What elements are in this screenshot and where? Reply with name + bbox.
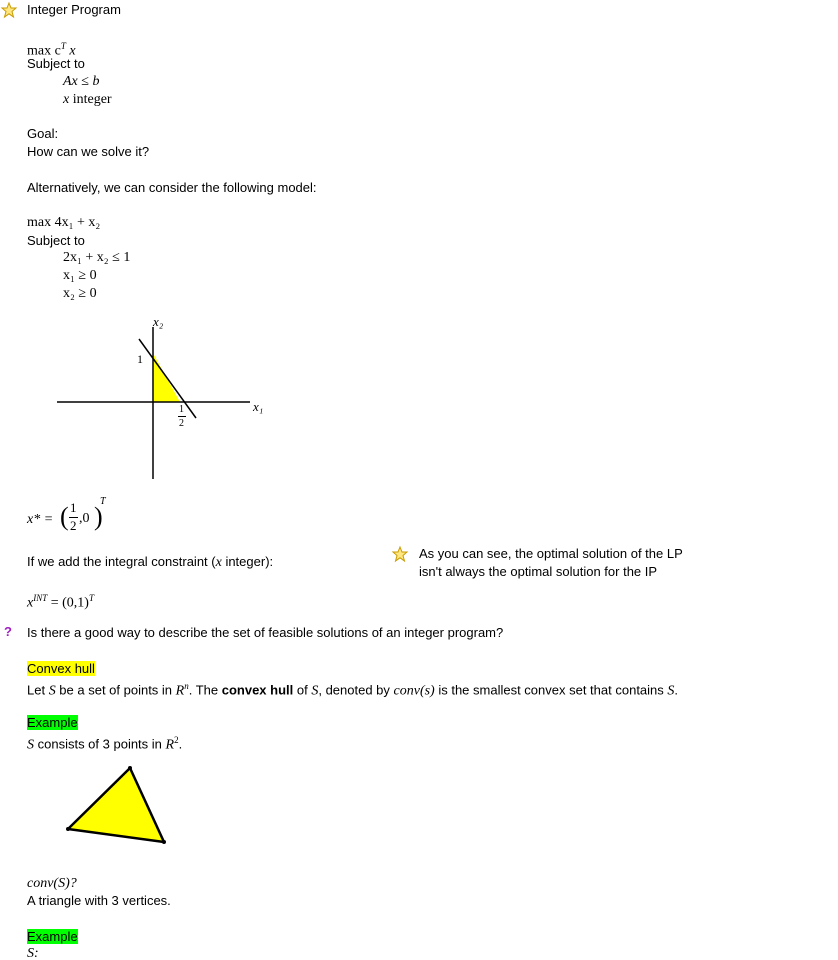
example-1-text: S consists of 3 points in $R^2$.	[27, 735, 183, 753]
question-mark-icon: ?	[4, 624, 12, 639]
int-solution: $x^{INT} = (0,1)^T$	[27, 593, 94, 611]
side-note-line-1: As you can see, the optimal solution of the LP	[419, 546, 683, 561]
convex-hull-definition: Let S be a set of points in $R^n$. The convex hull of S, denoted by conv(s) is the smallest convex set that contains S.	[27, 681, 679, 699]
y-axis-label: x₂	[153, 314, 164, 329]
ip-constraint-1: Ax ≤ b	[63, 74, 100, 89]
solution-frac-den: 2	[70, 518, 77, 533]
page-title: Integer Program	[27, 2, 121, 17]
solution-lhs: x* =	[27, 512, 54, 527]
ip-constraint-2: x integer	[63, 92, 112, 107]
conv-answer: A triangle with 3 vertices.	[27, 893, 171, 908]
lp-subject-to: Subject to	[27, 233, 85, 248]
lp-constraint-1: 2x₁ + x₂ ≤ 1	[63, 250, 131, 265]
solution-close-paren: )	[94, 502, 103, 531]
x-intercept-denominator: 2	[179, 418, 184, 429]
ip-subject-to: Subject to	[27, 56, 85, 71]
feasible-set-question: Is there a good way to describe the set of feasible solutions of an integer program?	[27, 625, 504, 640]
triangle-fill	[68, 768, 164, 842]
example-1-heading: Example	[27, 715, 78, 730]
x-intercept-numerator: 1	[179, 404, 184, 415]
goal-question: How can we solve it?	[27, 144, 150, 159]
ip-objective: $\max c^T$ x	[27, 41, 76, 59]
lp-objective: max 4x₁ + x₂	[27, 215, 101, 230]
example-2-heading: Example	[27, 929, 78, 944]
alternative-text: Alternatively, we can consider the following model:	[27, 180, 317, 195]
y-intercept-label: 1	[137, 352, 143, 366]
side-note-line-2: isn't always the optimal solution for the IP	[419, 564, 658, 579]
x-axis-label: x₁	[253, 399, 264, 414]
convex-hull-heading: Convex hull	[27, 661, 95, 676]
lp-constraint-3: x₂ ≥ 0	[63, 286, 97, 301]
triangle-vertex	[66, 827, 70, 831]
integral-constraint-text: If we add the integral constraint (x integer):	[27, 554, 274, 570]
triangle-vertex	[128, 766, 132, 770]
lp-constraint-2: x₁ ≥ 0	[63, 268, 97, 283]
triangle-vertex	[162, 840, 166, 844]
conv-question: conv(S)?	[27, 876, 77, 891]
example-2-s-label: S:	[27, 946, 39, 960]
solution-transpose: T	[100, 496, 106, 507]
solution-frac-num: 1	[70, 500, 77, 515]
goal-label: Goal:	[27, 126, 59, 141]
solution-open-paren: (	[60, 502, 69, 531]
solution-second-coord: ,0	[79, 511, 90, 526]
